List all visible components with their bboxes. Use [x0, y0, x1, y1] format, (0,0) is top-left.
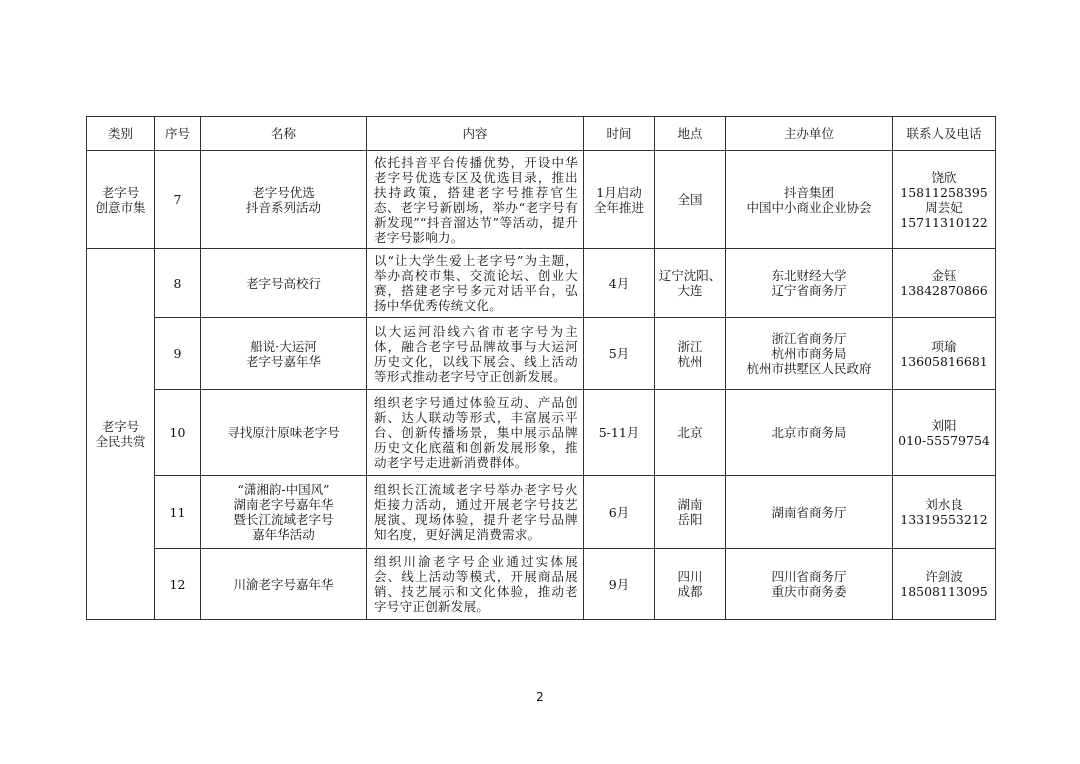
time-cell: 6月 [584, 476, 655, 549]
table-row [87, 390, 996, 476]
name-cell: 老字号高校行 [201, 249, 367, 318]
name-cell: 寻找原汁原味老字号 [201, 390, 367, 476]
content-cell: 依托抖音平台传播优势，开设中华老字号优选专区及优选目录，推出扶持政策，搭建老字号推荐官生态、老字号新剧场，举办“老字号有新发现”“抖音溜达节”等活动，提升老字号影响力。 [367, 151, 584, 249]
header-category: 类别 [87, 117, 155, 151]
time-cell: 4月 [584, 249, 655, 318]
category-cell: 老字号 全民共赏 [87, 249, 155, 620]
header-place: 地点 [655, 117, 726, 151]
host-cell: 湖南省商务厅 [726, 476, 893, 549]
host-cell: 北京市商务局 [726, 390, 893, 476]
table-row [87, 318, 996, 390]
number-cell: 9 [155, 318, 201, 390]
place-cell: 湖南 岳阳 [655, 476, 726, 549]
place-cell: 浙江 杭州 [655, 318, 726, 390]
host-cell: 东北财经大学 辽宁省商务厅 [726, 249, 893, 318]
number-cell: 12 [155, 549, 201, 620]
number-cell: 10 [155, 390, 201, 476]
time-cell: 9月 [584, 549, 655, 620]
name-cell: 老字号优选 抖音系列活动 [201, 151, 367, 249]
time-cell: 1月启动 全年推进 [584, 151, 655, 249]
table-row [87, 151, 996, 249]
host-cell: 浙江省商务厅 杭州市商务局 杭州市拱墅区人民政府 [726, 318, 893, 390]
events-table [86, 116, 996, 620]
header-number: 序号 [155, 117, 201, 151]
name-cell: “潇湘韵-中国风” 湖南老字号嘉年华 暨长江流域老字号 嘉年华活动 [201, 476, 367, 549]
table-row [87, 476, 996, 549]
page-number: 2 [536, 690, 544, 704]
table-row [87, 549, 996, 620]
name-cell: 川渝老字号嘉年华 [201, 549, 367, 620]
contact-cell: 饶欣 15811258395 周芸妃 15711310122 [893, 151, 996, 249]
header-name: 名称 [201, 117, 367, 151]
content-cell: 以大运河沿线六省市老字号为主体，融合老字号品牌故事与大运河历史文化，以线下展会、线上活动等形式推动老字号守正创新发展。 [367, 318, 584, 390]
content-cell: 以“让大学生爱上老字号”为主题，举办高校市集、交流论坛、创业大赛，搭建老字号多元对话平台，弘扬中华优秀传统文化。 [367, 249, 584, 318]
number-cell: 11 [155, 476, 201, 549]
place-cell: 全国 [655, 151, 726, 249]
contact-cell: 项瑜 13605816681 [893, 318, 996, 390]
contact-cell: 刘水良 13319553212 [893, 476, 996, 549]
time-cell: 5月 [584, 318, 655, 390]
place-cell: 辽宁沈阳、 大连 [655, 249, 726, 318]
name-cell: 船说·大运河 老字号嘉年华 [201, 318, 367, 390]
header-contact: 联系人及电话 [893, 117, 996, 151]
header-time: 时间 [584, 117, 655, 151]
contact-cell: 刘阳 010-55579754 [893, 390, 996, 476]
time-cell: 5-11月 [584, 390, 655, 476]
contact-cell: 金钰 13842870866 [893, 249, 996, 318]
content-cell: 组织长江流域老字号举办老字号火炬接力活动，通过开展老字号技艺展演、现场体验，提升老字号品牌知名度，更好满足消费需求。 [367, 476, 584, 549]
host-cell: 四川省商务厅 重庆市商务委 [726, 549, 893, 620]
number-cell: 8 [155, 249, 201, 318]
header-row [87, 117, 996, 151]
header-content: 内容 [367, 117, 584, 151]
content-cell: 组织老字号通过体验互动、产品创新、达人联动等形式，丰富展示平台、创新传播场景，集中展示品牌历史文化底蕴和创新发展形象，推动老字号走进新消费群体。 [367, 390, 584, 476]
place-cell: 北京 [655, 390, 726, 476]
table-row [87, 249, 996, 318]
content-cell: 组织川渝老字号企业通过实体展会、线上活动等模式，开展商品展销、技艺展示和文化体验，推动老字号守正创新发展。 [367, 549, 584, 620]
number-cell: 7 [155, 151, 201, 249]
place-cell: 四川 成都 [655, 549, 726, 620]
host-cell: 抖音集团 中国中小商业企业协会 [726, 151, 893, 249]
contact-cell: 许剑波 18508113095 [893, 549, 996, 620]
header-host: 主办单位 [726, 117, 893, 151]
category-cell: 老字号 创意市集 [87, 151, 155, 249]
